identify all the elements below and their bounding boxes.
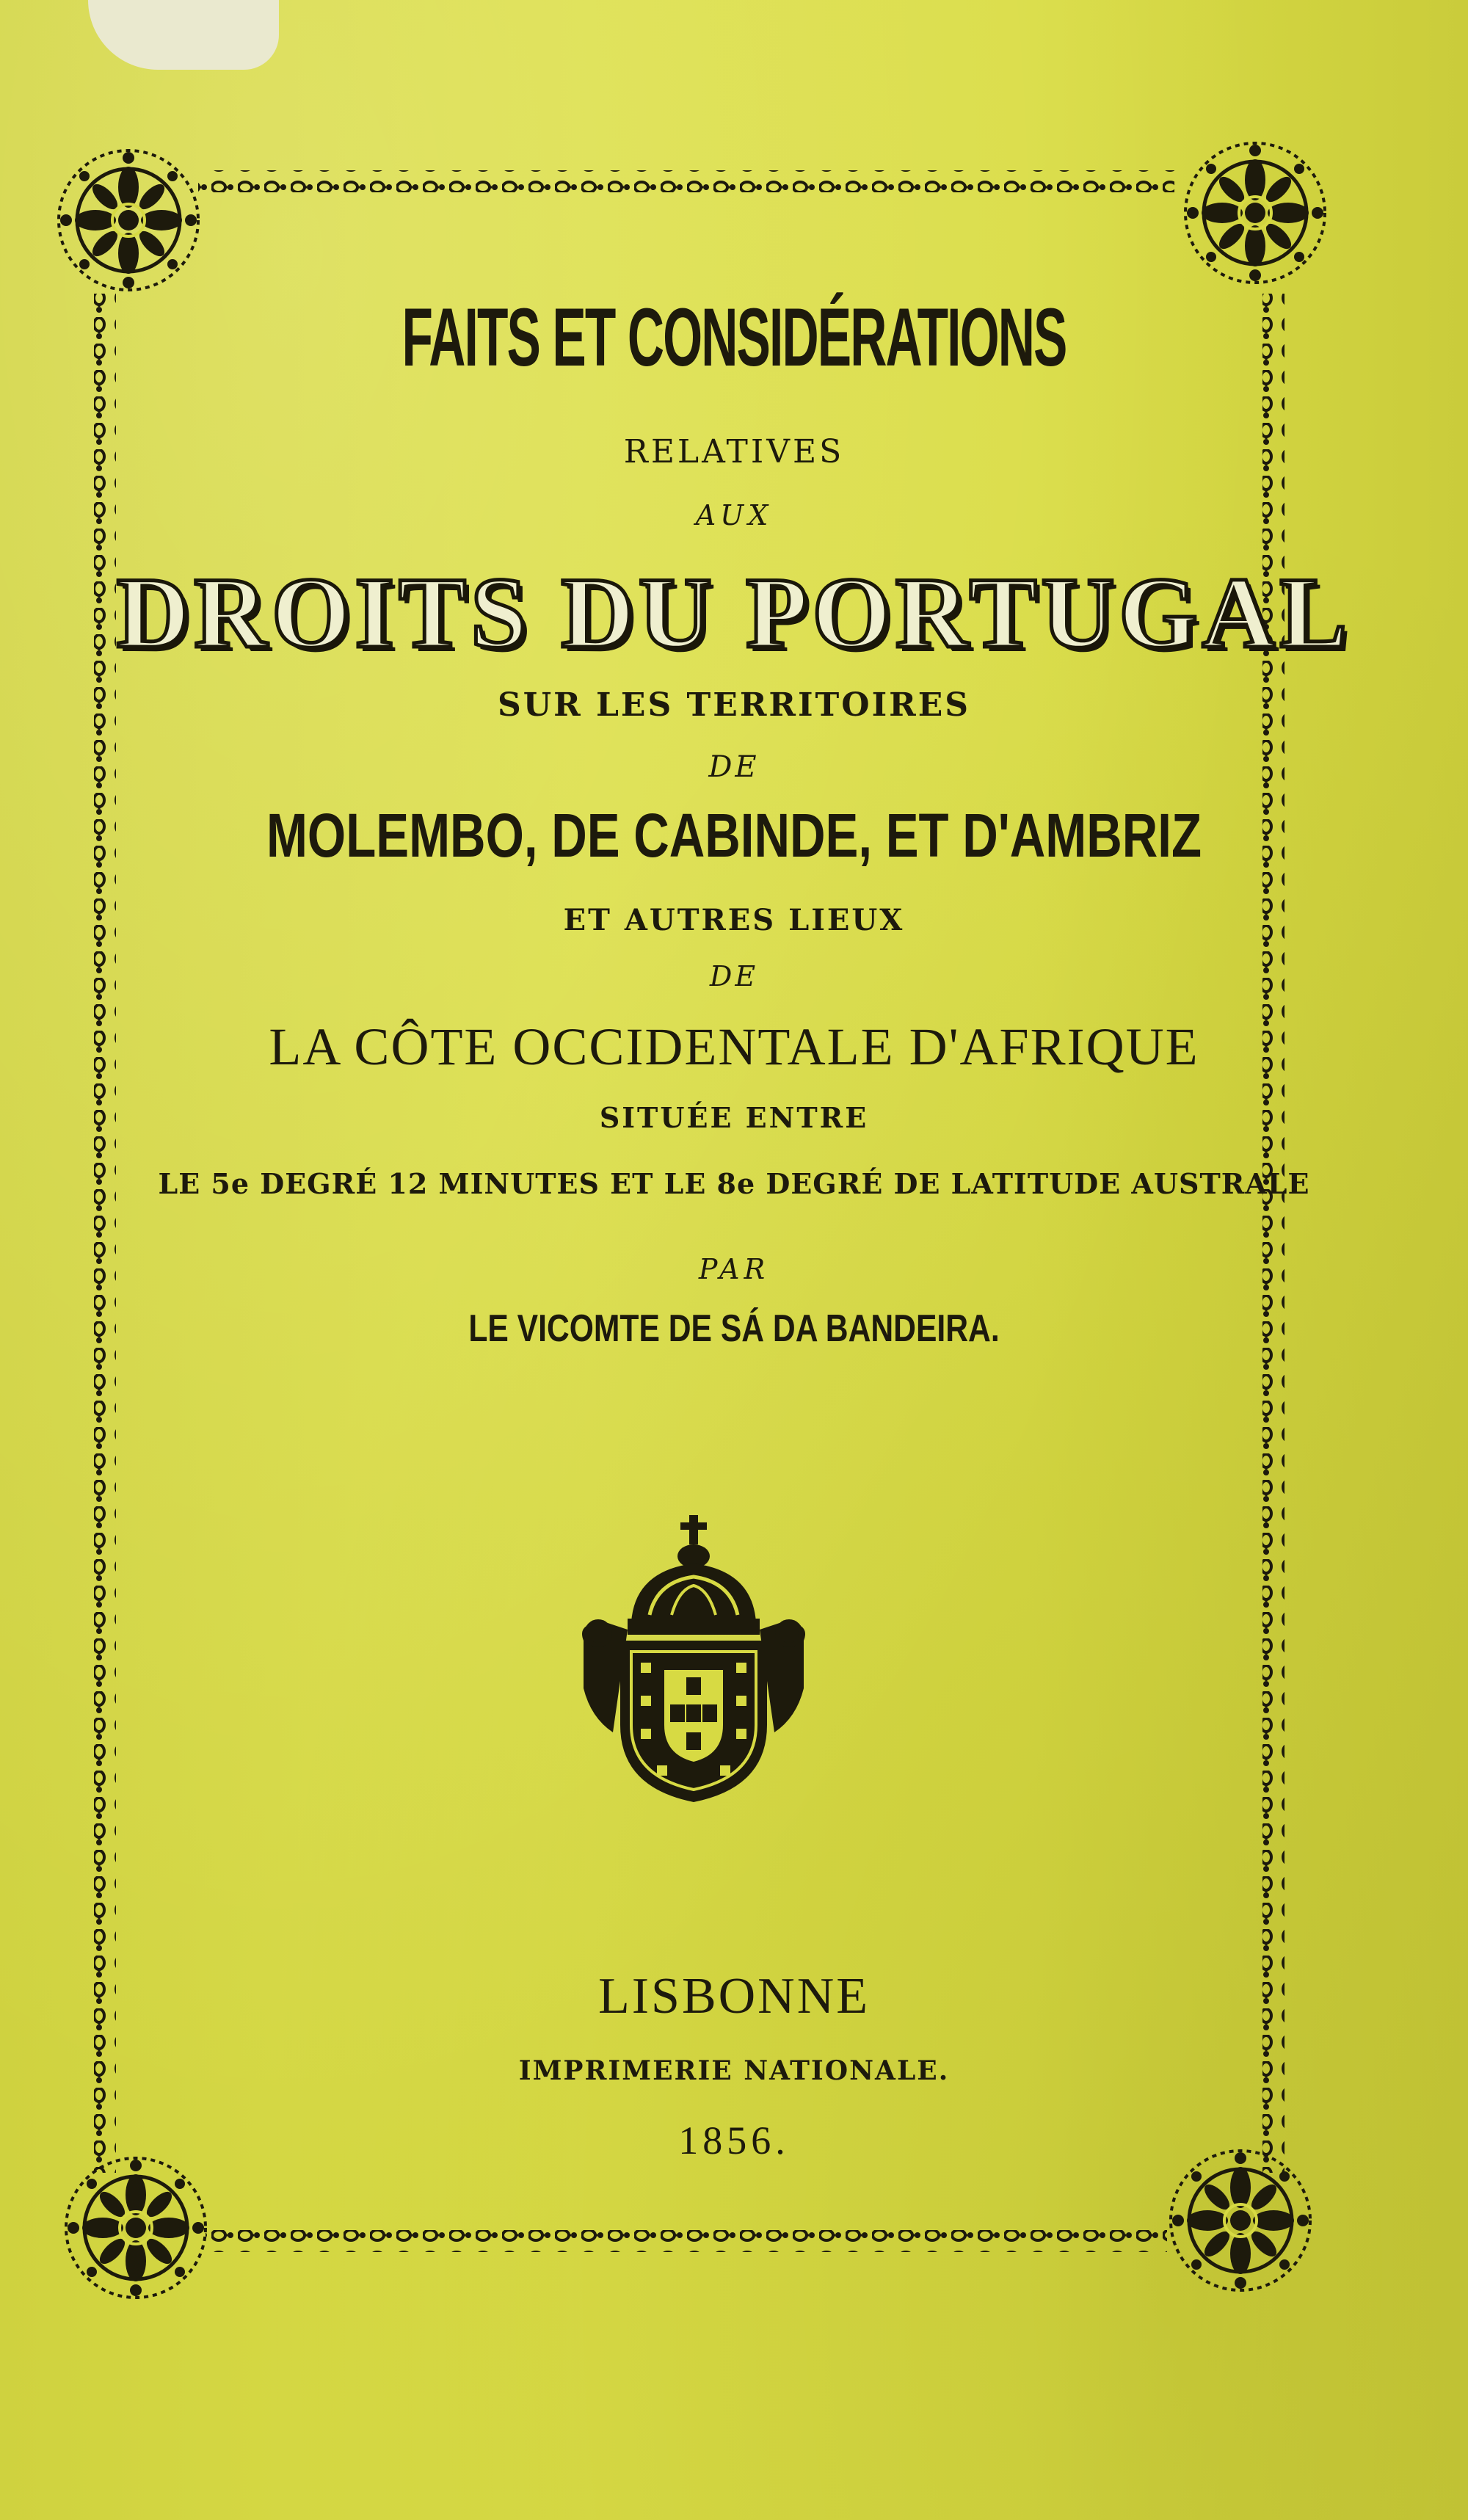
title-de-1: DE [708,750,760,784]
title-de-2: DE [709,960,759,992]
author-name: LE VICOMTE DE SÁ DA BANDEIRA. [468,1307,1000,1350]
corner-rosette-bottom-right [1171,2151,1310,2290]
title-situee-entre: SITUÉE ENTRE [599,1101,869,1134]
title-cote-occidentale: LA CÔTE OCCIDENTALE D'AFRIQUE [269,1017,1199,1076]
imprint-city: LISBONNE [597,1968,871,2025]
corner-rosette-top-right [1185,143,1325,283]
title-droits-du-portugal: DROITS DU PORTUGAL [116,556,1352,669]
imprint-year: 1856. [678,2118,790,2163]
main-title-line: FAITS ET CONSIDÉRATIONS [401,291,1067,383]
title-latitude-range: LE 5e DEGRÉ 12 MINUTES ET LE 8e DEGRÉ DE LATITUDE AUSTRALE [158,1167,1310,1200]
coat-of-arms-icon [569,1512,818,1806]
author-par: PAR [698,1253,770,1285]
title-autres-lieux: ET AUTRES LIEUX [563,903,905,937]
title-sur-les-territoires: SUR LES TERRITOIRES [497,686,971,724]
title-relatives: RELATIVES [623,433,845,471]
title-place-names: MOLEMBO, DE CABINDE, ET D'AMBRIZ [266,801,1202,870]
corner-rosette-top-left [59,150,198,290]
corner-rosette-bottom-left [66,2158,206,2298]
imprint-printer: IMPRIMERIE NATIONALE. [518,2055,950,2086]
title-aux: AUX [695,499,773,531]
